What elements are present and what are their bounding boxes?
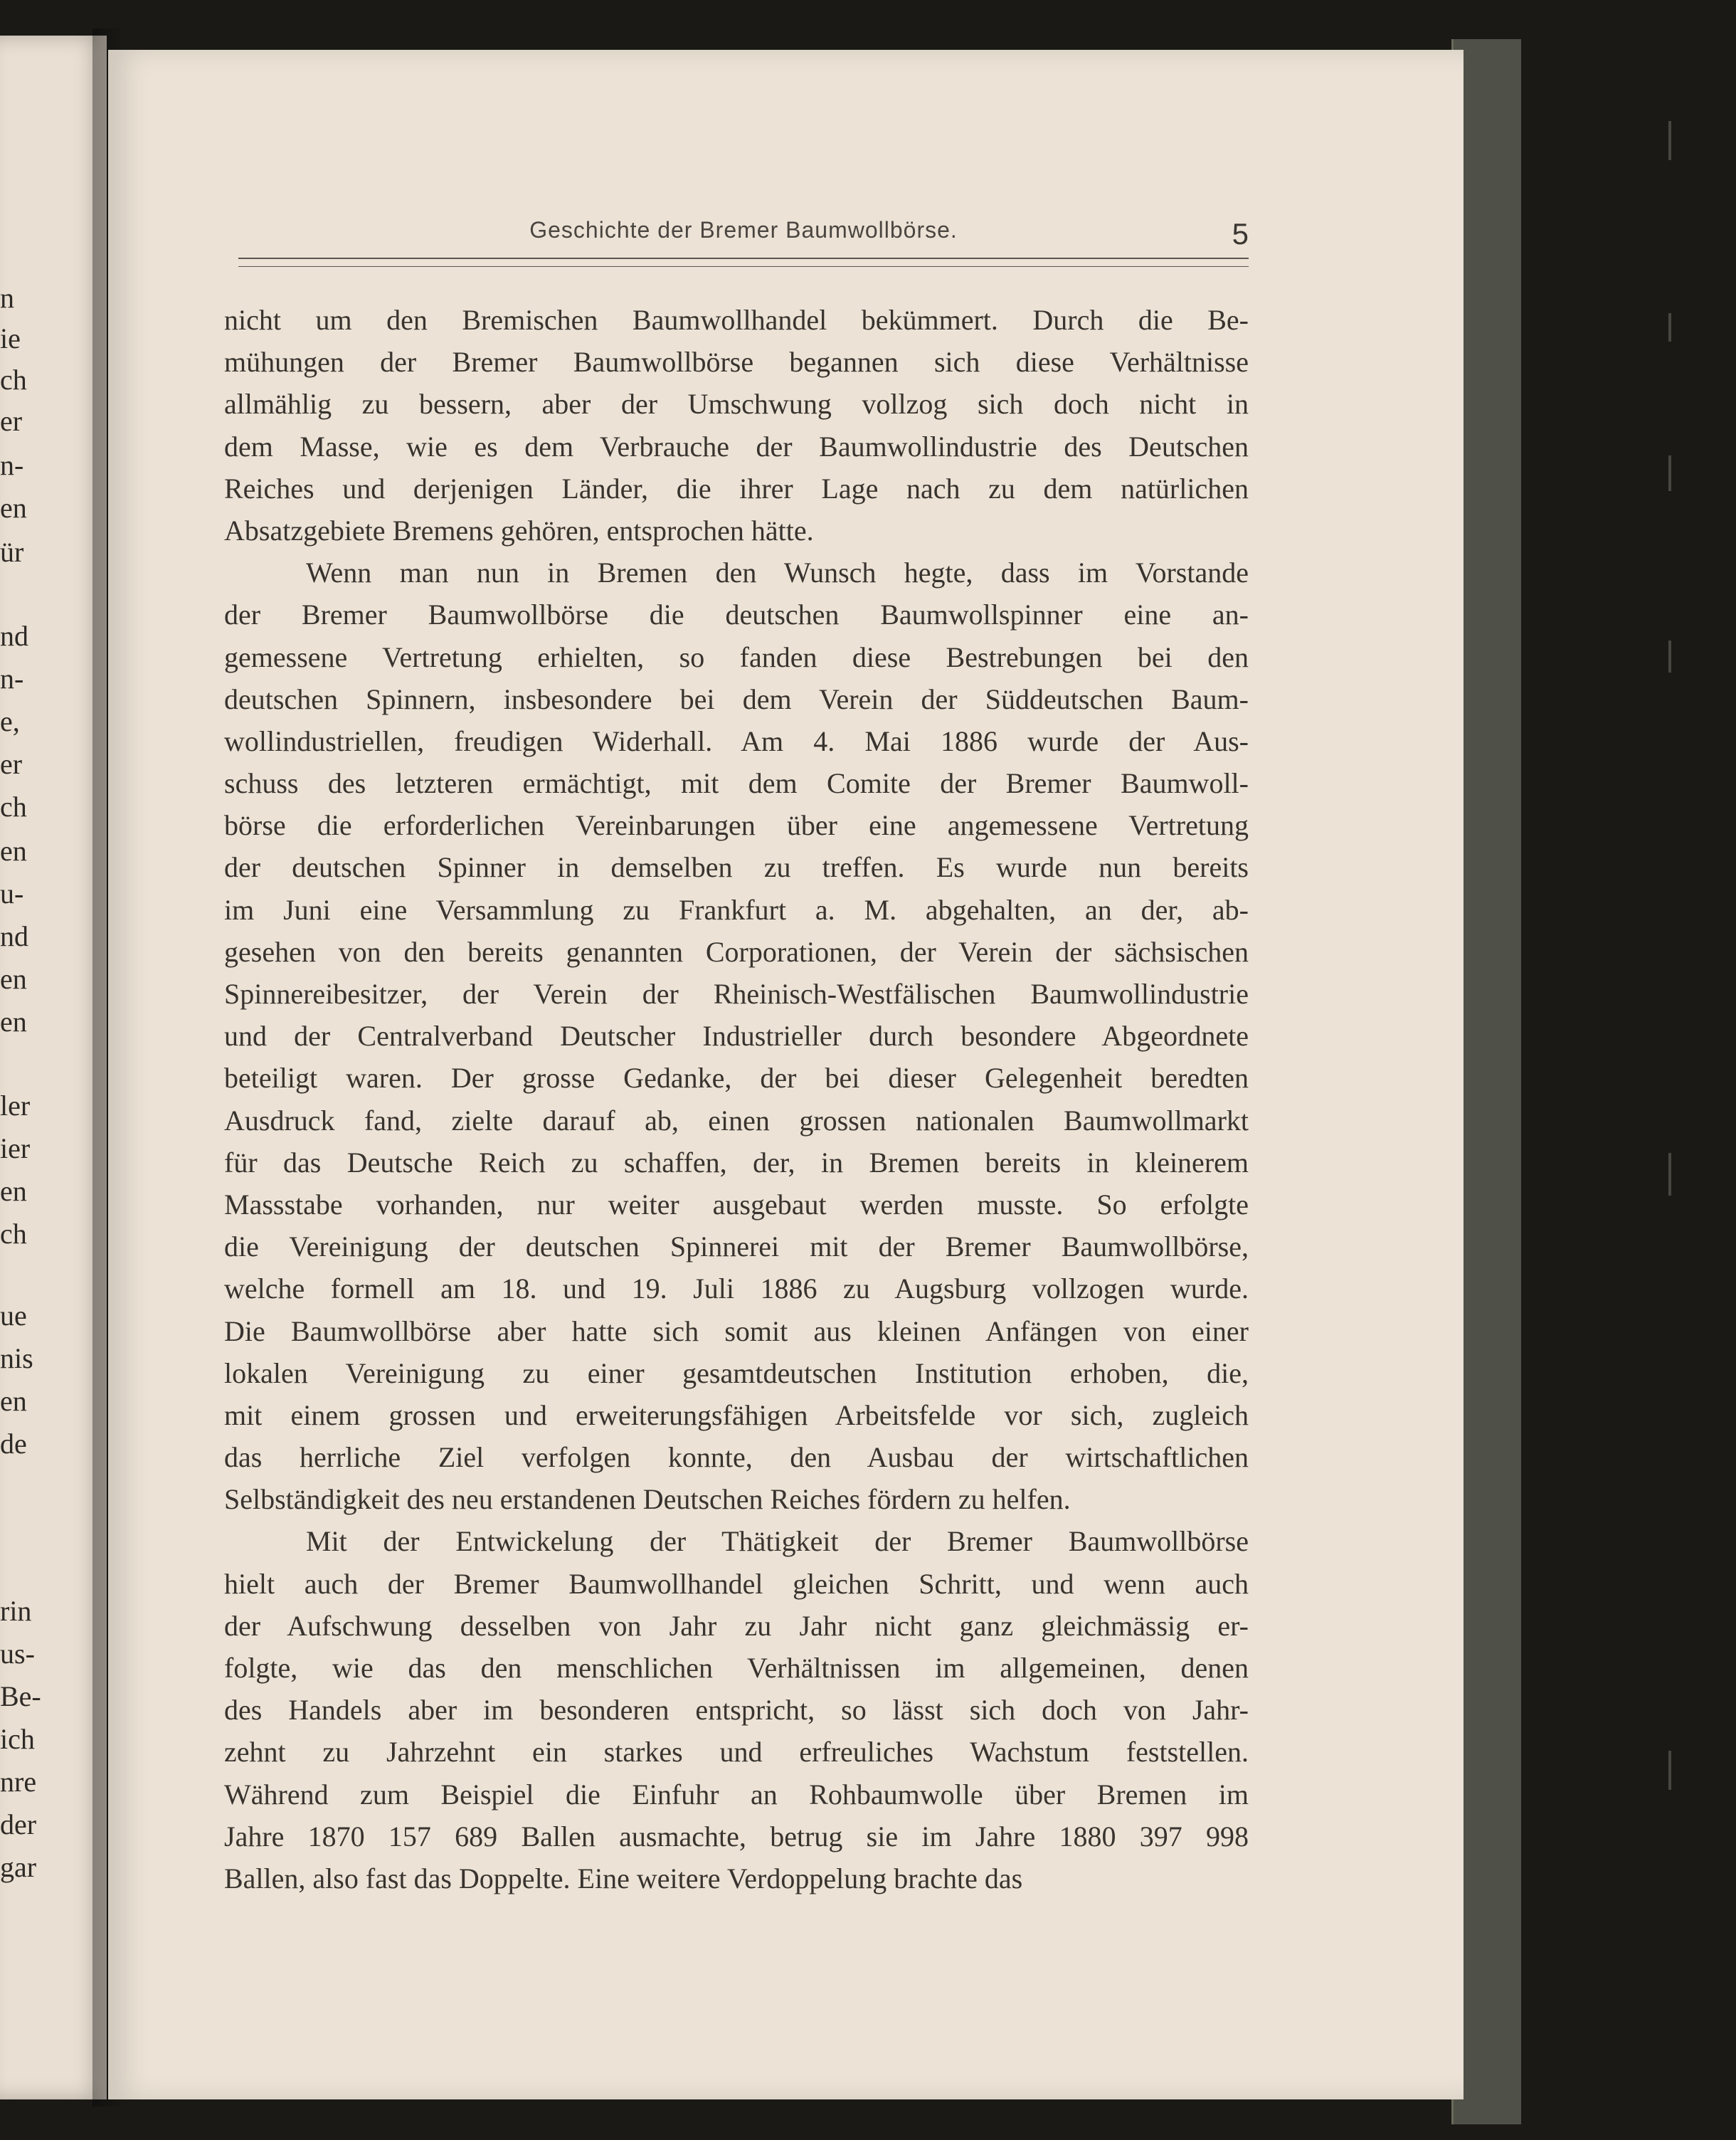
text-line: Jahre 1870 157 689 Ballen ausmachte, betrug sie im Jahre 1880 397 998 xyxy=(224,1820,1249,1852)
text-line: zehnt zu Jahrzehnt ein starkes und erfreuliches Wachstum feststellen. xyxy=(224,1736,1249,1769)
running-title: Geschichte der Bremer Baumwollbörse. xyxy=(529,217,958,243)
left-page-fragment: ie xyxy=(0,322,21,354)
left-page-fragment: en xyxy=(0,1175,27,1207)
left-page-fragment: ür xyxy=(0,536,24,568)
left-page-fragment: Be- xyxy=(0,1680,41,1712)
text-line: und der Centralverband Deutscher Industrieller durch besondere Abgeordnete xyxy=(224,1020,1249,1053)
left-page-fragment: en xyxy=(0,1385,27,1417)
left-page-fragment: er xyxy=(0,748,23,780)
left-page-fragment: n- xyxy=(0,663,24,695)
text-line: Ballen, also fast das Doppelte. Eine weitere Verdoppelung brachte das xyxy=(224,1862,1023,1894)
page-number: 5 xyxy=(1232,217,1249,251)
paragraph xyxy=(224,299,1249,552)
left-page-fragment: nd xyxy=(0,920,28,952)
left-page-fragment: ch xyxy=(0,791,27,823)
text-line: schuss des letzteren ermächtigt, mit dem Comite der Bremer Baumwoll- xyxy=(224,767,1249,800)
left-page-fragment: nis xyxy=(0,1342,33,1374)
left-page-fragment: ler xyxy=(0,1090,31,1122)
text-line: mit einem grossen und erweiterungsfähigen Arbeitsfelde vor sich, zugleich xyxy=(224,1398,1249,1431)
text-line: Während zum Beispiel die Einfuhr an Rohbaumwolle über Bremen im xyxy=(224,1778,1249,1810)
text-line: der Bremer Baumwollbörse die deutschen Baumwollspinner eine an- xyxy=(224,599,1249,631)
cover-mark xyxy=(1668,641,1671,673)
page-header xyxy=(238,217,1249,260)
cover-mark xyxy=(1668,313,1671,342)
left-page-fragment: en xyxy=(0,835,27,867)
left-page-text-fragments xyxy=(0,36,107,2099)
text-line: beteiligt waren. Der grosse Gedanke, der bei dieser Gelegenheit beredten xyxy=(224,1062,1249,1095)
left-page-fragment: der xyxy=(0,1808,37,1840)
left-page xyxy=(0,36,107,2099)
cover-mark xyxy=(1668,121,1671,160)
left-page-fragment: nd xyxy=(0,620,28,652)
text-line: Selbständigkeit des neu erstandenen Deutschen Reiches fördern zu helfen. xyxy=(224,1483,1071,1516)
left-page-fragment: ich xyxy=(0,1723,35,1755)
header-rule xyxy=(238,258,1249,267)
left-page-fragment: ier xyxy=(0,1132,31,1164)
cover-mark xyxy=(1668,1751,1671,1790)
text-line: deutschen Spinnern, insbesondere bei dem Verein der Süddeutschen Baum- xyxy=(224,682,1249,715)
cover-mark xyxy=(1668,1153,1671,1196)
body-text xyxy=(224,299,1249,1899)
text-line: der Aufschwung desselben von Jahr zu Jahr nicht ganz gleichmässig er- xyxy=(224,1609,1249,1642)
paragraph xyxy=(224,552,1249,1520)
text-line: Spinnereibesitzer, der Verein der Rheinisch-Westfälischen Baumwollindustrie xyxy=(224,978,1249,1010)
left-page-fragment: ue xyxy=(0,1300,27,1332)
text-line: allmählig zu bessern, aber der Umschwung vollzog sich doch nicht in xyxy=(224,388,1249,421)
text-line: für das Deutsche Reich zu schaffen, der, in Bremen bereits in kleinerem xyxy=(224,1146,1249,1179)
left-page-fragment: gar xyxy=(0,1851,37,1883)
text-line: gesehen von den bereits genannten Corporationen, der Verein der sächsischen xyxy=(224,935,1249,968)
text-line: nicht um den Bremischen Baumwollhandel bekümmert. Durch die Be- xyxy=(224,304,1249,336)
text-line: Massstabe vorhanden, nur weiter ausgebaut werden musste. So erfolgte xyxy=(224,1188,1249,1221)
left-page-fragment: en xyxy=(0,492,27,524)
left-page-fragment: n- xyxy=(0,449,24,481)
text-line: Mit der Entwickelung der Thätigkeit der Bremer Baumwollbörse xyxy=(306,1525,1249,1558)
text-line: gemessene Vertretung erhielten, so fanden diese Bestrebungen bei den xyxy=(224,641,1249,673)
text-line: lokalen Vereinigung zu einer gesamtdeutschen Institution erhoben, die, xyxy=(224,1356,1249,1389)
left-page-fragment: ch xyxy=(0,364,27,396)
left-page-fragment: n xyxy=(0,282,14,314)
text-line: Absatzgebiete Bremens gehören, entsprochen hätte. xyxy=(224,514,814,547)
left-page-fragment: nre xyxy=(0,1766,37,1798)
left-page-fragment: en xyxy=(0,963,27,995)
left-page-fragment: rin xyxy=(0,1595,32,1627)
cover-mark xyxy=(1668,455,1671,491)
text-line: Ausdruck fand, zielte darauf ab, einen grossen nationalen Baumwollmarkt xyxy=(224,1104,1249,1137)
text-line: im Juni eine Versammlung zu Frankfurt a. M. abgehalten, an der, ab- xyxy=(224,893,1249,926)
text-line: das herrliche Ziel verfolgen konnte, den Ausbau der wirtschaftlichen xyxy=(224,1441,1249,1474)
text-line: des Handels aber im besonderen entspricht, so lässt sich doch von Jahr- xyxy=(224,1694,1249,1727)
text-line: börse die erforderlichen Vereinbarungen über eine angemessene Vertretung xyxy=(224,809,1249,842)
text-line: Reiches und derjenigen Länder, die ihrer Lage nach zu dem natürlichen xyxy=(224,472,1249,505)
text-line: hielt auch der Bremer Baumwollhandel gleichen Schritt, und wenn auch xyxy=(224,1567,1249,1600)
text-line: Wenn man nun in Bremen den Wunsch hegte, dass im Vorstande xyxy=(306,557,1249,589)
text-line: Die Baumwollbörse aber hatte sich somit aus kleinen Anfängen von einer xyxy=(224,1314,1249,1347)
text-line: wollindustriellen, freudigen Widerhall. Am 4. Mai 1886 wurde der Aus- xyxy=(224,724,1249,757)
left-page-fragment: u- xyxy=(0,877,24,910)
left-page-fragment: us- xyxy=(0,1638,35,1670)
left-page-fragment: ch xyxy=(0,1218,27,1250)
paragraph xyxy=(224,1520,1249,1899)
text-line: folgte, wie das den menschlichen Verhältnissen im allgemeinen, denen xyxy=(224,1652,1249,1684)
left-page-fragment: e, xyxy=(0,705,20,737)
left-page-fragment: de xyxy=(0,1428,27,1460)
text-line: welche formell am 18. und 19. Juli 1886 zu Augsburg vollzogen wurde. xyxy=(224,1272,1249,1305)
text-line: mühungen der Bremer Baumwollbörse begannen sich diese Verhältnisse xyxy=(224,346,1249,379)
text-line: der deutschen Spinner in demselben zu treffen. Es wurde nun bereits xyxy=(224,851,1249,884)
text-line: die Vereinigung der deutschen Spinnerei mit der Bremer Baumwollbörse, xyxy=(224,1230,1249,1263)
text-line: dem Masse, wie es dem Verbrauche der Baumwollindustrie des Deutschen xyxy=(224,430,1249,463)
left-page-fragment: er xyxy=(0,405,23,437)
left-page-fragment: en xyxy=(0,1006,27,1038)
